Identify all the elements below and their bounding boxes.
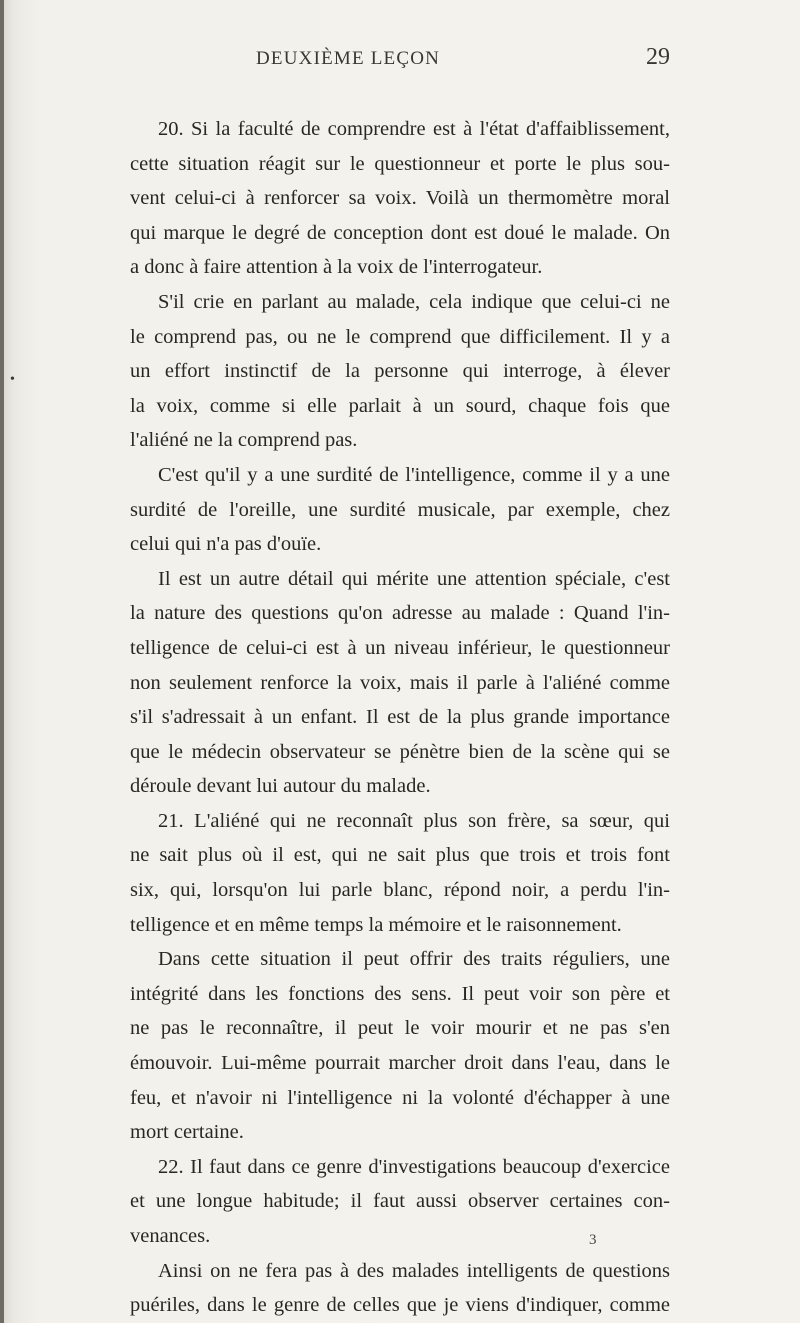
text-line: 20. Si la faculté de comprendre est à l'état d'affaiblissement,	[158, 118, 670, 140]
text-line: surdité de l'oreille, une surdité musicale, par exemple, chez	[130, 498, 670, 521]
text-line: cette situation réagit sur le questionneur et porte le plus sou-	[130, 152, 670, 175]
text-line: S'il crie en parlant au malade, cela indique que celui-ci ne	[158, 290, 670, 313]
text-line: un effort instinctif de la personne qui interroge, à élever	[130, 360, 670, 383]
text-line: qui marque le degré de conception dont est doué le malade. On	[130, 221, 670, 244]
text-line: telligence et en même temps la mémoire et le raisonnement.	[130, 913, 622, 936]
page-number: 29	[646, 44, 670, 70]
running-title: DEUXIÈME LEÇON	[256, 48, 441, 69]
text-line: la voix, comme si elle parlait à un sourd, chaque fois que	[130, 394, 670, 417]
text-line: et une longue habitude; il faut aussi observer certaines con-	[130, 1190, 670, 1213]
text-line: 22. Il faut dans ce genre d'investigations beaucoup d'exercice	[158, 1155, 670, 1178]
text-line: que le médecin observateur se pénètre bien de la scène qui se	[130, 740, 670, 763]
text-line: l'aliéné ne la comprend pas.	[130, 429, 358, 452]
text-line: six, qui, lorsqu'on lui parle blanc, répond noir, a perdu l'in-	[130, 879, 670, 902]
text-line: 21. L'aliéné qui ne reconnaît plus son frère, sa sœur, qui	[158, 809, 670, 832]
signature-mark: 3	[589, 1232, 597, 1248]
text-line: vent celui-ci à renforcer sa voix. Voilà un thermomètre moral	[130, 187, 670, 210]
margin-mark: •	[10, 372, 15, 387]
text-line: celui qui n'a pas d'ouïe.	[130, 533, 322, 556]
text-line: telligence de celui-ci est à un niveau inférieur, le questionneur	[130, 636, 670, 659]
body-text	[130, 112, 670, 1323]
text-line: a donc à faire attention à la voix de l'interrogateur.	[130, 256, 543, 279]
page-binding-edge	[0, 0, 4, 1323]
page-header	[0, 44, 800, 78]
text-line: mort certaine.	[130, 1121, 244, 1144]
text-line: venances.	[130, 1225, 211, 1247]
text-line: intégrité dans les fonctions des sens. Il peut voir son père et	[130, 982, 670, 1005]
text-line: déroule devant lui autour du malade.	[130, 775, 431, 798]
text-line: le comprend pas, ou ne le comprend que difficilement. Il y a	[130, 325, 670, 348]
text-line: s'il s'adressait à un enfant. Il est de la plus grande importance	[130, 706, 670, 729]
text-line: ne sait plus où il est, qui ne sait plus que trois et trois font	[130, 844, 670, 867]
text-line: non seulement renforce la voix, mais il parle à l'aliéné comme	[130, 671, 670, 694]
text-line: émouvoir. Lui-même pourrait marcher droit dans l'eau, dans le	[130, 1052, 670, 1075]
text-line: C'est qu'il y a une surdité de l'intelligence, comme il y a une	[158, 463, 670, 486]
text-line: feu, et n'avoir ni l'intelligence ni la volonté d'échapper à une	[130, 1086, 670, 1109]
text-line: Il est un autre détail qui mérite une attention spéciale, c'est	[158, 567, 670, 590]
text-line: puériles, dans le genre de celles que je viens d'indiquer, comme	[130, 1294, 670, 1317]
text-line: ne pas le reconnaître, il peut le voir mourir et ne pas s'en	[130, 1017, 670, 1040]
text-line: Dans cette situation il peut offrir des traits réguliers, une	[158, 948, 670, 971]
text-line: la nature des questions qu'on adresse au malade : Quand l'in-	[130, 602, 670, 625]
text-line: Ainsi on ne fera pas à des malades intelligents de questions	[158, 1259, 670, 1282]
